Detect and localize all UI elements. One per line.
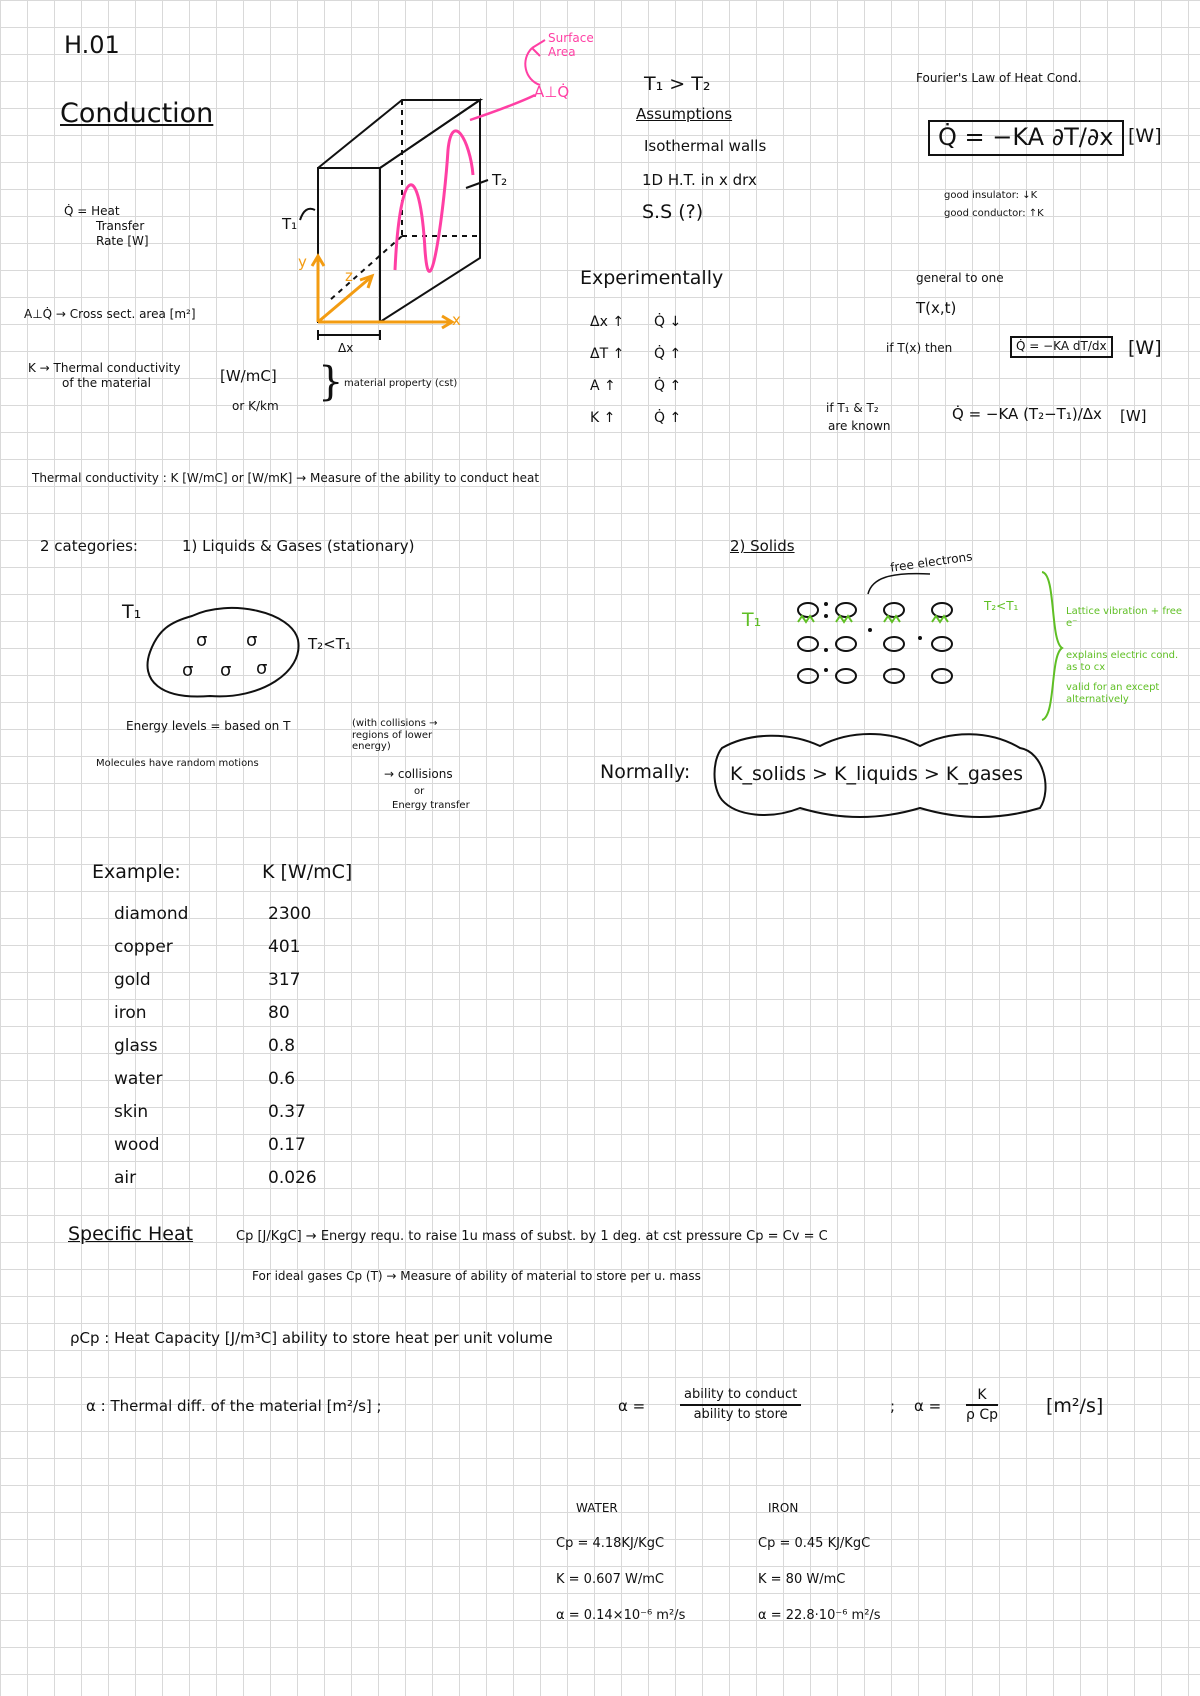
svg-text:σ: σ <box>220 660 232 681</box>
experimentally-row: K ↑ Q̇ ↑ <box>590 410 682 426</box>
fourier-equation: Q̇ = −KA ∂T/∂x <box>928 120 1124 156</box>
energy-levels-subnote: (with collisions → regions of lower energy) <box>352 718 438 752</box>
water-title: WATER <box>576 1501 618 1515</box>
experimentally-row: ΔT ↑ Q̇ ↑ <box>590 346 682 362</box>
table-row: wood 0.17 <box>114 1135 306 1155</box>
k-unit: [W/mC] <box>220 367 277 385</box>
area-definition: A⊥Q̇ → Cross sect. area [m²] <box>24 307 196 321</box>
water-k: K = 0.607 W/mC <box>556 1572 665 1587</box>
fourier-heading: Fourier's Law of Heat Cond. <box>916 71 1082 85</box>
svg-text:σ: σ <box>246 630 258 651</box>
diffusivity-formula-denominator: ρ Cp <box>966 1407 998 1423</box>
table-row: copper 401 <box>114 937 301 957</box>
diffusivity-separator: ; <box>890 1397 896 1415</box>
k-definition-line2: of the material <box>62 376 151 390</box>
specific-heat-line2: For ideal gases Cp (T) → Measure of ability of material to store per u. mass <box>252 1269 701 1283</box>
normally-relation: K_solids > K_liquids > K_gases <box>730 763 1024 785</box>
example-table <box>114 898 317 1195</box>
energy-transfer-note: Energy transfer <box>392 800 470 811</box>
surface-area-label: Surface Area <box>548 31 594 59</box>
collisions-note: → collisions <box>384 767 453 781</box>
assumption-condition: T₁ > T₂ <box>644 73 711 95</box>
random-motion-note: Molecules have random motions <box>96 758 259 769</box>
iron-k: K = 80 W/mC <box>758 1572 846 1587</box>
fourier-unit: [W] <box>1128 125 1162 147</box>
good-insulator-note: good insulator: ↓K <box>944 190 1038 201</box>
diffusivity-formula <box>966 1386 998 1424</box>
t2-block-label: T₂ <box>492 171 508 189</box>
thermal-conductivity-definition: Thermal conductivity : K [W/mC] or [W/mK] → Measure of the ability to conduct heat <box>32 471 540 485</box>
assumption-item-2: 1D H.T. in x drx <box>642 171 757 189</box>
good-conductor-note: good conductor: ↑K <box>944 208 1044 219</box>
dx-label: Δx <box>338 341 354 355</box>
energy-levels-note: Energy levels = based on T <box>126 719 291 733</box>
fourier-eq-dx-unit: [W] <box>1128 337 1162 359</box>
water-cp: Cp = 4.18KJ/KgC <box>556 1536 665 1551</box>
svg-text:σ: σ <box>256 658 268 679</box>
general-note: general to one <box>916 271 1004 285</box>
svg-text:σ: σ <box>196 630 208 651</box>
heat-capacity-line: ρCp : Heat Capacity [J/m³C] ability to store heat per unit volume <box>70 1329 553 1347</box>
table-row: water 0.6 <box>114 1069 296 1089</box>
if-tx-note: if T(x) then <box>886 341 953 355</box>
t-of-x-t: T(x,t) <box>916 299 957 317</box>
specific-heat-line1: Cp [J/KgC] → Energy requ. to raise 1u mass of subst. by 1 deg. at cst pressure Cp = Cv = C <box>236 1229 828 1244</box>
free-electrons-label: free electrons <box>889 549 974 575</box>
table-row: diamond 2300 <box>114 904 312 924</box>
example-k-header: K [W/mC] <box>262 861 353 883</box>
table-row: air 0.026 <box>114 1168 317 1188</box>
iron-title: IRON <box>768 1501 799 1515</box>
assumption-item-3: S.S (?) <box>642 201 704 223</box>
if-known-line2: are known <box>828 419 891 433</box>
collisions-or: or <box>414 786 425 797</box>
iron-column <box>758 1490 881 1634</box>
category-2-title: 2) Solids <box>730 537 795 555</box>
solid-note-3: valid for an except alternatively <box>1066 682 1160 705</box>
k-property-note: material property (cst) <box>344 378 458 389</box>
category-1-title: 1) Liquids & Gases (stationary) <box>182 537 415 555</box>
normally-label: Normally: <box>600 761 691 783</box>
fourier-eq-delta: Q̇ = −KA (T₂−T₁)/Δx <box>952 405 1102 423</box>
t1-block-label: T₁ <box>282 215 298 233</box>
diffusivity-formula-label: α = <box>914 1397 942 1415</box>
diffusivity-formula-numerator: K <box>966 1386 998 1406</box>
example-title: Example: <box>92 861 181 883</box>
category-1-t1: T₁ <box>122 601 142 623</box>
diffusivity-ratio <box>680 1386 801 1424</box>
axis-y-label: y <box>298 253 307 271</box>
solid-t1-label: T₁ <box>742 609 762 631</box>
table-row: gold 317 <box>114 970 301 990</box>
area-dot-label: A⊥Q̇ <box>534 83 570 101</box>
iron-cp: Cp = 0.45 KJ/KgC <box>758 1536 871 1551</box>
table-row: skin 0.37 <box>114 1102 306 1122</box>
solid-note-1: Lattice vibration + free e⁻ <box>1066 606 1183 629</box>
solid-note-2: explains electric cond. as to cx <box>1066 650 1179 673</box>
table-row: glass 0.8 <box>114 1036 296 1056</box>
k-alt-unit: or K/km <box>232 399 279 413</box>
diffusivity-formula-unit: [m²/s] <box>1046 1395 1104 1417</box>
k-definition-line1: K → Thermal conductivity <box>28 361 181 375</box>
svg-text:σ: σ <box>182 660 194 681</box>
specific-heat-label: Specific Heat <box>68 1223 194 1245</box>
fourier-eq-dx: Q̇ = −KA dT/dx <box>1010 336 1113 358</box>
fourier-eq-delta-unit: [W] <box>1120 407 1147 425</box>
q-dot-definition: Q̇ = Heat Transfer Rate [W] <box>64 204 149 248</box>
table-row: iron 80 <box>114 1003 290 1023</box>
axis-z-label: z <box>345 267 353 285</box>
categories-intro: 2 categories: <box>40 537 138 555</box>
diffusivity-ratio-denominator: ability to store <box>693 1407 788 1422</box>
diffusivity-ratio-numerator: ability to conduct <box>680 1386 801 1406</box>
axis-x-label: x <box>452 311 461 329</box>
if-known-line1: if T₁ & T₂ <box>826 401 879 415</box>
k-brace: } <box>318 359 344 405</box>
solid-t2-label: T₂<T₁ <box>984 599 1019 613</box>
lecture-number: H.01 <box>64 31 120 59</box>
assumption-item-1: Isothermal walls <box>644 137 767 155</box>
diffusivity-text: α : Thermal diff. of the material [m²/s] ; <box>86 1397 382 1415</box>
experimentally-row: A ↑ Q̇ ↑ <box>590 378 682 394</box>
page-title: Conduction <box>60 98 214 129</box>
assumptions-heading: Assumptions <box>636 105 733 123</box>
water-alpha: α = 0.14×10⁻⁶ m²/s <box>556 1608 686 1623</box>
category-1-t2: T₂<T₁ <box>308 635 351 653</box>
experimentally-heading: Experimentally <box>580 267 724 289</box>
diffusivity-ratio-label: α = <box>618 1397 646 1415</box>
experimentally-row: Δx ↑ Q̇ ↓ <box>590 314 682 330</box>
iron-alpha: α = 22.8·10⁻⁶ m²/s <box>758 1608 881 1623</box>
water-column <box>556 1490 685 1634</box>
